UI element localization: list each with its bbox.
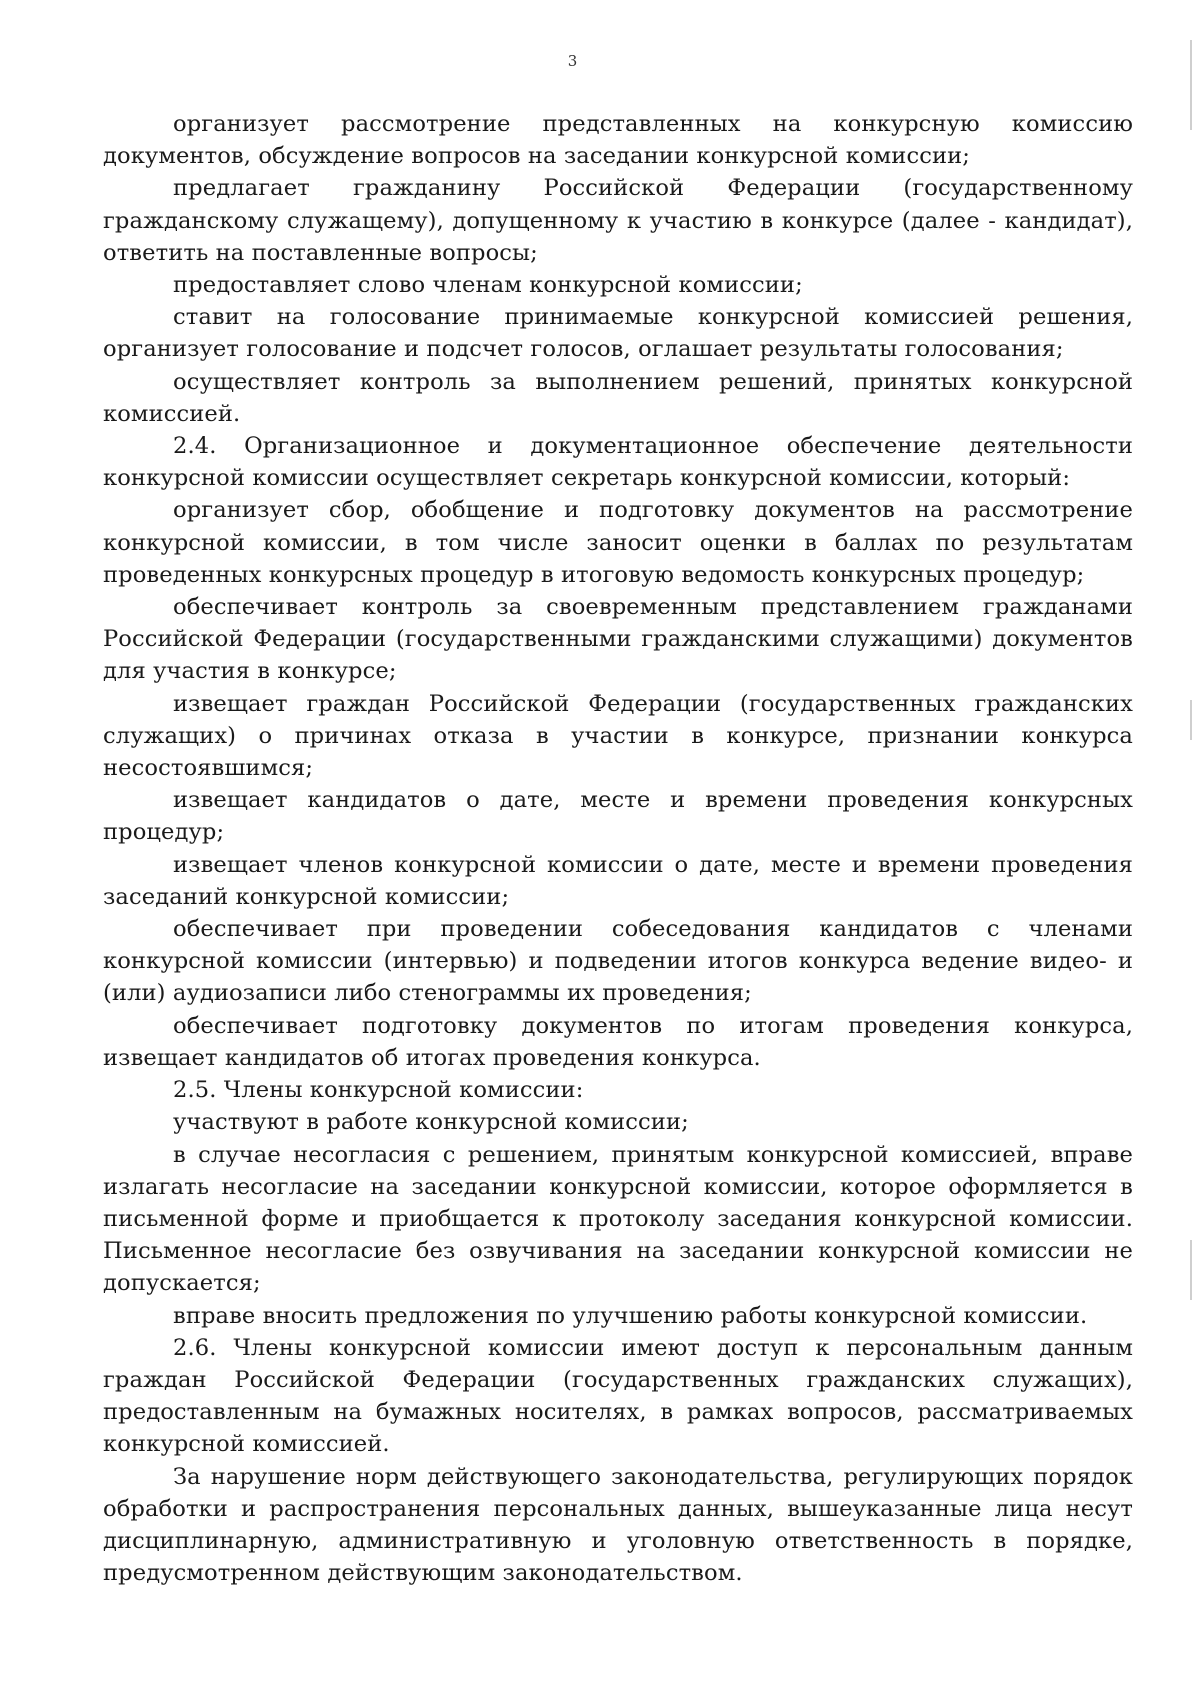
section-paragraph-2-5: 2.5. Члены конкурсной комиссии:: [173, 1077, 584, 1104]
section-paragraph-2-6: 2.6. Члены конкурсной комиссии имеют доступ к персональным данным граждан Российской Федерации (государственных гражданских служащих), предоставленным на бумажных носителях, в рамках вопросов, рассматриваемых конкурсной комиссией.: [103, 1334, 1133, 1458]
scan-edge-mark: [1190, 40, 1192, 130]
paragraph: извещает членов конкурсной комиссии о дате, месте и времени проведения заседаний конкурсной комиссии;: [103, 851, 1133, 910]
paragraph: ставит на голосование принимаемые конкурсной комиссией решения, организует голосование и подсчет голосов, оглашает результаты голосования;: [103, 304, 1133, 363]
paragraph: предоставляет слово членам конкурсной комиссии;: [173, 272, 803, 299]
scan-edge-mark: [1190, 700, 1192, 740]
paragraph: участвуют в работе конкурсной комиссии;: [173, 1109, 689, 1136]
paragraph: в случае несогласия с решением, принятым конкурсной комиссией, вправе излагать несогласие на заседании конкурсной комиссии, которое оформляется в письменной форме и приобщается к протоколу заседания конкурсной комиссии. Письменное несогласие без озвучивания на заседании конкурсной комиссии не допускается;: [103, 1141, 1133, 1297]
paragraph: извещает граждан Российской Федерации (государственных гражданских служащих) о причинах отказа в участии в конкурсе, признании конкурса несостоявшимся;: [103, 690, 1133, 782]
paragraph: извещает кандидатов о дате, месте и времени проведения конкурсных процедур;: [103, 787, 1133, 846]
paragraph: осуществляет контроль за выполнением решений, принятых конкурсной комиссией.: [103, 368, 1133, 427]
paragraph: обеспечивает подготовку документов по итогам проведения конкурса, извещает кандидатов об итогах проведения конкурса.: [103, 1012, 1133, 1071]
paragraph: обеспечивает контроль за своевременным представлением гражданами Российской Федерации (государственными гражданскими служащими) документов для участия в конкурсе;: [103, 594, 1133, 685]
document-body: [103, 108, 1133, 1589]
paragraph: За нарушение норм действующего законодательства, регулирующих порядок обработки и распространения персональных данных, вышеуказанные лица несут дисциплинарную, административную и уголовную ответственность в порядке, предусмотренном действующим законодательством.: [103, 1463, 1133, 1587]
paragraph: организует сбор, обобщение и подготовку документов на рассмотрение конкурсной комиссии, в том числе заносит оценки в баллах по результатам проведенных конкурсных процедур в итоговую ведомость конкурсных процедур;: [103, 497, 1133, 588]
page-number: 3: [567, 52, 578, 70]
paragraph: обеспечивает при проведении собеседования кандидатов с членами конкурсной комиссии (интервью) и подведении итогов конкурса ведение видео- и (или) аудиозаписи либо стенограммы их проведения;: [103, 916, 1133, 1007]
paragraph: вправе вносить предложения по улучшению работы конкурсной комиссии.: [173, 1302, 1088, 1329]
paragraph: организует рассмотрение представленных на конкурсную комиссию документов, обсуждение вопросов на заседании конкурсной комиссии;: [103, 111, 1133, 170]
section-paragraph-2-4: 2.4. Организационное и документационное обеспечение деятельности конкурсной комиссии осуществляет секретарь конкурсной комиссии, который:: [103, 433, 1133, 492]
paragraph: предлагает гражданину Российской Федерации (государственному гражданскому служащему), допущенному к участию в конкурсе (далее - кандидат), ответить на поставленные вопросы;: [103, 175, 1133, 266]
scan-edge-mark: [1190, 1240, 1192, 1300]
